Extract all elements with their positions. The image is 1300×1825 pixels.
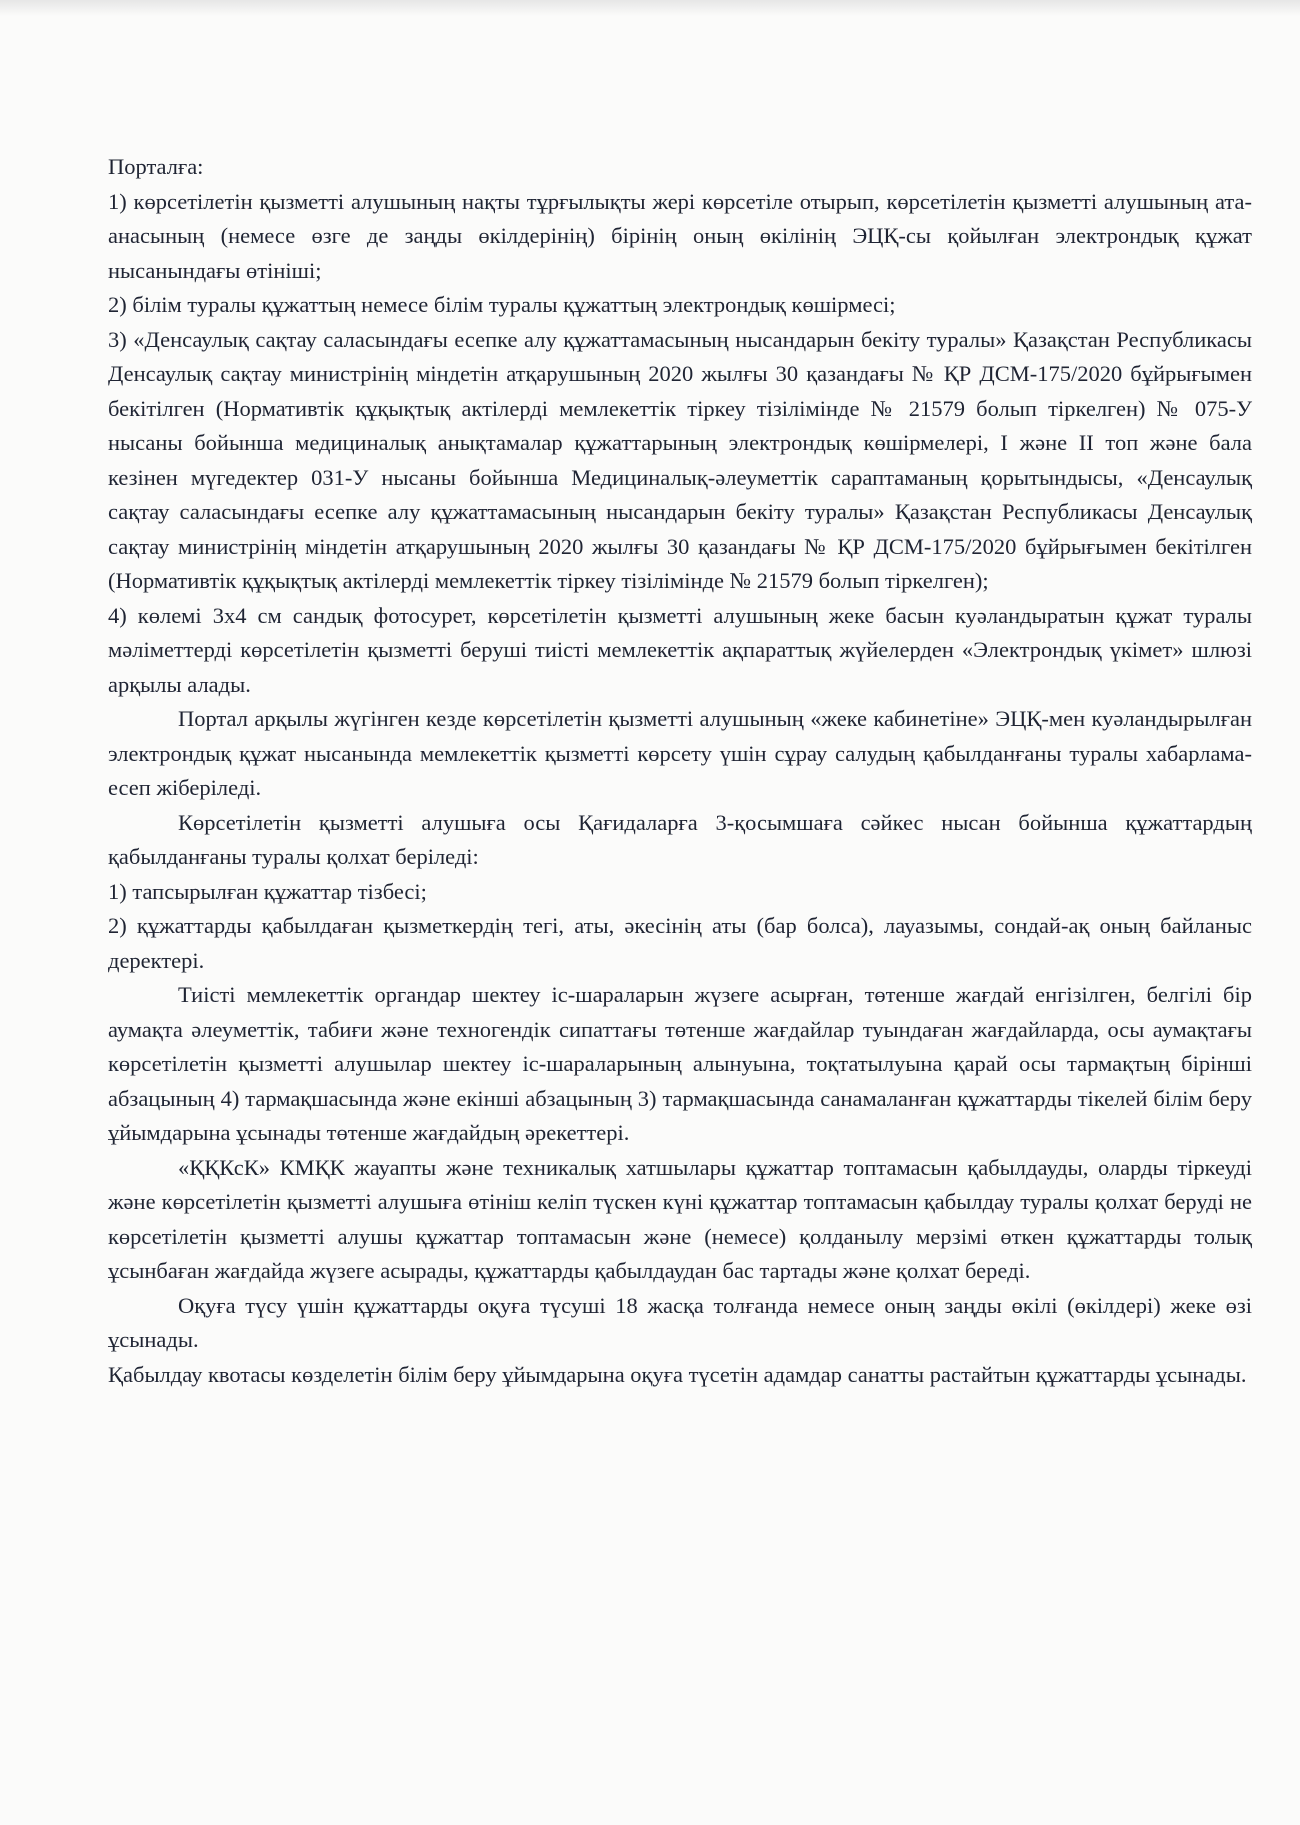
document-page bbox=[108, 150, 1252, 1392]
quota-paragraph: Қабылдау квотасы көзделетін білім беру ұйымдарына оқуға түсетін адамдар санатты растайтын құжаттарды ұсынады. bbox=[108, 1361, 1247, 1387]
age-paragraph: Оқуға түсу үшін құжаттарды оқуға түсуші 18 жасқа толғанда немесе оның заңды өкілі (өкілдері) жеке өзі ұсынады. bbox=[108, 1292, 1252, 1352]
portal-item-2: 2) білім туралы құжаттың немесе білім туралы құжаттың электрондық көшірмесі; bbox=[108, 292, 896, 317]
portal-item-4: 4) көлемі 3х4 см сандық фотосурет, көрсетілетін қызметті алушының жеке басын куәландыратын құжат туралы мәліметтерді көрсетілетін қызметті беруші тиісті мемлекеттік ақпараттық жүйелерден «Электрондық үкімет» шлюзі арқылы алады. bbox=[108, 602, 1252, 697]
scan-top-edge bbox=[0, 0, 1300, 16]
receipt-item-2: 2) құжаттарды қабылдаған қызметкердің тегі, аты, әкесінің аты (бар болса), лауазымы, сондай-ақ оның байланыс деректері. bbox=[108, 913, 1252, 973]
portal-item-1: 1) көрсетілетін қызметті алушының нақты тұрғылықты жері көрсетіле отырып, көрсетілетін қызметті алушының ата-анасының (немесе өзге де заңды өкілдерінің) бірінің оның өкілінің ЭЦҚ-сы қойылған электрондық құжат нысанындағы өтініші; bbox=[108, 188, 1252, 283]
portal-heading: Порталға: bbox=[108, 154, 204, 179]
kmkk-paragraph: «ҚҚКсК» КМҚК жауапты және техникалық хатшылары құжаттар топтамасын қабылдауды, оларды тіркеуді және көрсетілетін қызметті алушыға өтініш келіп түскен күні құжаттар топтамасын қабылдау туралы қолхат беруді не көрсетілетін қызметті алушы құжаттар топтамасын және (немесе) қолданылу мерзімі өткен құжаттарды толық ұсынбаған жағдайда жүзеге асырады, құжаттарды қабылдаудан бас тартады және қолхат береді. bbox=[108, 1154, 1252, 1283]
receipt-item-1: 1) тапсырылған құжаттар тізбесі; bbox=[108, 878, 427, 904]
emergency-paragraph: Тиісті мемлекеттік органдар шектеу іс-шараларын жүзеге асырған, төтенше жағдай енгізілген, белгілі бір аумақта әлеуметтік, табиғи және техногендік сипаттағы төтенше жағдайлар туындаған жағдайларда, осы аумақтағы көрсетілетін қызметті алушылар шектеу іс-шараларының алынуына, тоқтатылуына қарай осы тармақтың бірінші абзацының 4) тармақшасында және екінші абзацының 3) тармақшасында санамаланған құжаттарды тікелей білім беру ұйымдарына ұсынады төтенше жағдайдың әрекеттері. bbox=[108, 982, 1252, 1145]
portal-item-3: 3) «Денсаулық сақтау саласындағы есепке алу құжаттамасының нысандарын бекіту туралы» Қазақстан Республикасы Денсаулық сақтау министрінің міндетін атқарушының 2020 жылғы 30 қазандағы № ҚР ДСМ-175/2020 бұйрығымен бекітілген (Нормативтік құқықтық актілерді мемлекеттік тіркеу тізілімінде № 21579 болып тіркелген) № 075-У нысаны бойынша медициналық анықтамалар құжаттарының электрондық көшірмелері, I және II топ және бала кезінен мүгедектер 031-У нысаны бойынша Медициналық-әлеуметтік сараптаманың қорытындысы, «Денсаулық сақтау саласындағы есепке алу құжаттамасының нысандарын бекіту туралы» Қазақстан Республикасы Денсаулық сақтау министрінің міндетін атқарушының 2020 жылғы 30 қазандағы № ҚР ДСМ-175/2020 бұйрығымен бекітілген (Нормативтік құқықтық актілерді мемлекеттік тіркеу тізілімінде № 21579 болып тіркелген); bbox=[108, 326, 1252, 593]
receipt-paragraph: Көрсетілетін қызметті алушыға осы Қағидаларға 3-қосымшаға сәйкес нысан бойынша құжаттардың қабылданғаны туралы қолхат беріледі: bbox=[108, 809, 1252, 869]
portal-notice-paragraph: Портал арқылы жүгінген кезде көрсетілетін қызметті алушының «жеке кабинетіне» ЭЦҚ-мен куәландырылған электрондық құжат нысанында мемлекеттік қызметті көрсету үшін сұрау салудың қабылданғаны туралы хабарлама-есеп жіберіледі. bbox=[108, 706, 1252, 800]
